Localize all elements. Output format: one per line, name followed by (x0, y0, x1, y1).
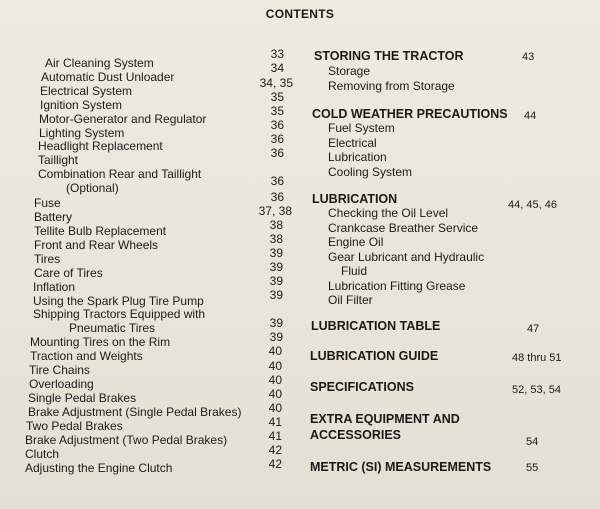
toc-entry-title: Using the Spark Plug Tire Pump (33, 294, 204, 308)
subsection-entry: Removing from Storage (328, 78, 455, 93)
toc-entry-title: Inflation (33, 280, 76, 294)
toc-entry-page: 40 (268, 387, 282, 401)
subsection-entry: Lubrication Fitting Grease (328, 278, 466, 293)
subsection-entry: Engine Oil (328, 235, 384, 249)
toc-entry-title: Lighting System (39, 126, 125, 140)
section-heading: LUBRICATION TABLE (311, 319, 441, 333)
toc-entry-title: Tire Chains (29, 363, 90, 377)
toc-entry-title: Tires (34, 252, 61, 266)
toc-entry-title: Front and Rear Wheels (34, 238, 159, 252)
section-page: 55 (526, 462, 539, 474)
section-page: 44 (524, 110, 537, 122)
toc-entry-page: 37, 38 (258, 204, 292, 218)
toc-entry-page: 36 (270, 146, 284, 160)
toc-entry-title: Clutch (25, 447, 60, 461)
toc-entry-title: Fuse (34, 196, 61, 210)
toc-entry-title: Two Pedal Brakes (26, 419, 123, 433)
toc-entry-page: 39 (269, 316, 283, 330)
toc-entry-page: 38 (269, 218, 283, 232)
section-page: 52, 53, 54 (512, 384, 561, 396)
section-page: 47 (527, 323, 540, 335)
section-heading: SPECIFICATIONS (310, 380, 414, 394)
section-heading: ACCESSORIES (310, 428, 401, 442)
toc-entry-title: Air Cleaning System (45, 56, 154, 70)
toc-entry-page: 39 (269, 274, 283, 288)
toc-entry-page: 35 (270, 104, 284, 118)
toc-entry-title: Overloading (29, 377, 94, 391)
subsection-entry: Cooling System (328, 164, 413, 179)
toc-entry-page: 39 (269, 246, 283, 260)
section-page: 54 (526, 436, 539, 448)
section-heading: LUBRICATION (312, 192, 398, 206)
toc-entry-page: 41 (268, 429, 282, 443)
toc-entry-page: 36 (270, 132, 284, 146)
toc-entry-page: 36 (270, 190, 284, 204)
toc-entry-page: 40 (268, 359, 282, 373)
subsection-entry: Checking the Oil Level (328, 206, 449, 220)
subsection-entry: Fuel System (328, 121, 395, 135)
toc-entry-title: Headlight Replacement (38, 139, 163, 153)
toc-entry-page: 42 (268, 443, 282, 457)
toc-entry-page: 35 (270, 90, 284, 104)
toc-entry-page: 36 (270, 174, 284, 188)
toc-entry-page: 39 (269, 260, 283, 274)
toc-entry-title: Pneumatic Tires (69, 321, 156, 335)
toc-entry-page: 33 (270, 47, 284, 61)
toc-entry-title: Automatic Dust Unloader (41, 70, 175, 84)
toc-entry-title: Brake Adjustment (Two Pedal Brakes) (25, 433, 228, 447)
toc-entry-page: 34, 35 (259, 76, 293, 90)
toc-entry-page: 41 (268, 415, 282, 429)
toc-entry-title: (Optional) (66, 181, 119, 195)
toc-entry-page: 40 (268, 373, 282, 387)
subsection-entry: Lubrication (328, 150, 387, 164)
section-heading: EXTRA EQUIPMENT AND (310, 412, 460, 426)
section-heading: STORING THE TRACTOR (314, 49, 464, 63)
section-page: 44, 45, 46 (508, 199, 557, 211)
toc-entry-title: Mounting Tires on the Rim (30, 335, 171, 349)
toc-entry-title: Taillight (38, 153, 79, 167)
subsection-entry: Electrical (328, 135, 377, 150)
toc-entry-title: Brake Adjustment (Single Pedal Brakes) (28, 405, 242, 419)
section-heading: METRIC (SI) MEASUREMENTS (310, 460, 492, 474)
toc-entry-title: Shipping Tractors Equipped with (33, 307, 206, 321)
toc-entry-page: 39 (269, 330, 283, 344)
toc-entry-page: 40 (268, 401, 282, 415)
subsection-entry: Gear Lubricant and Hydraulic (328, 249, 485, 264)
subsection-entry: Crankcase Breather Service (328, 220, 479, 235)
toc-entry-title: Ignition System (40, 98, 123, 112)
toc-entry-title: Tellite Bulb Replacement (34, 224, 167, 238)
subsection-entry: Oil Filter (328, 293, 373, 307)
page-title: CONTENTS (265, 7, 335, 21)
section-page: 43 (522, 51, 535, 63)
toc-entry-title: Motor-Generator and Regulator (39, 112, 207, 126)
toc-entry-page: 40 (268, 344, 282, 358)
subsection-entry: Storage (328, 64, 371, 78)
toc-entry-title: Single Pedal Brakes (28, 391, 137, 405)
toc-entry-title: Traction and Weights (30, 349, 143, 363)
section-heading: COLD WEATHER PRECAUTIONS (312, 107, 508, 121)
toc-entry-title: Battery (34, 210, 73, 224)
toc-entry-page: 39 (269, 288, 283, 302)
toc-entry-page: 38 (269, 232, 283, 246)
section-page: 48 thru 51 (512, 352, 562, 364)
section-heading: LUBRICATION GUIDE (310, 349, 439, 363)
toc-entry-page: 34 (270, 61, 284, 75)
toc-entry-page: 42 (268, 457, 282, 471)
right-column (300, 0, 600, 509)
toc-entry-title: Adjusting the Engine Clutch (25, 461, 173, 475)
toc-entry-title: Electrical System (40, 84, 133, 98)
toc-entry-title: Care of Tires (34, 266, 103, 280)
toc-entry-page: 36 (270, 118, 284, 132)
subsection-entry: Fluid (341, 264, 368, 278)
toc-entry-title: Combination Rear and Taillight (38, 167, 202, 181)
